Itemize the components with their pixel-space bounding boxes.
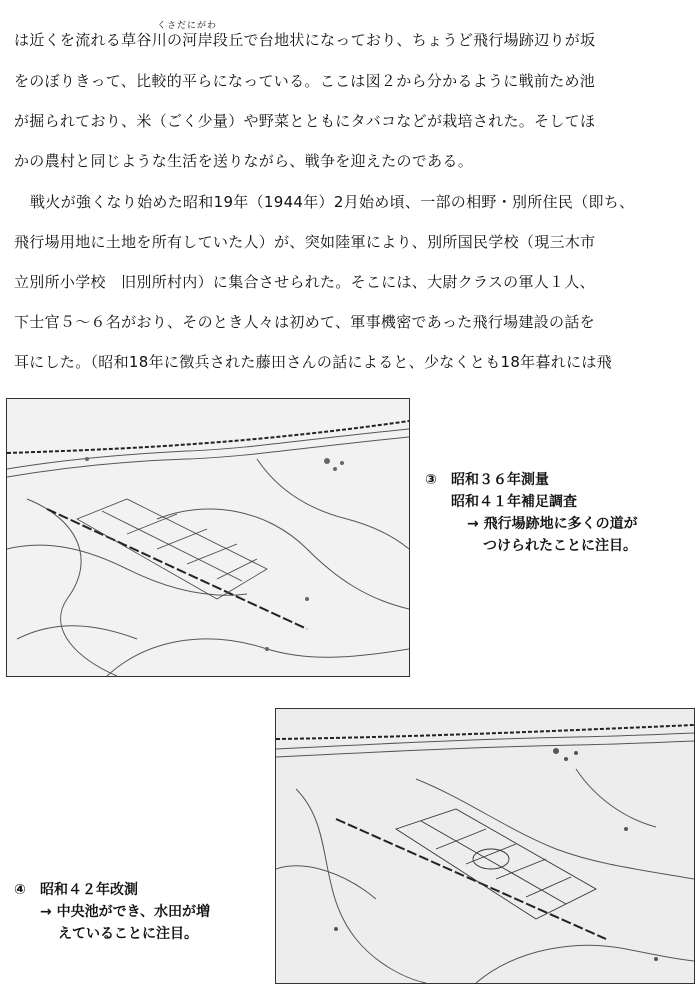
figure-4-title-row — [14, 879, 210, 901]
paragraph-2-line-5: 耳にした。（昭和18年に徴兵された藤田さんの話によると、少なくとも18年暮れには飛 — [14, 353, 612, 371]
paragraph-1-line-4: かの農村と同じような生活を送りながら、戦争を迎えたのである。 — [14, 152, 474, 170]
paragraph-2-line-2: 飛行場用地に土地を所有していた人）が、突如陸軍により、別所国民学校（現三木市 — [14, 233, 596, 251]
paragraph-1-line-3: が掘られており、米（ごく少量）や野菜とともにタバコなどが栽培された。そしてほ — [14, 112, 596, 130]
paragraph-2-line-3: 立別所小学校 旧別所村内）に集合させられた。そこには、大尉クラスの軍人１人、 — [14, 273, 595, 291]
figure-3-number: ③ — [425, 472, 437, 488]
furigana-label: くさだにがわ — [157, 21, 218, 31]
map-figure-4 — [275, 708, 695, 984]
figure-3-note-line-1: → 飛行場跡地に多くの道が — [467, 516, 638, 532]
paragraph-1-line-2: をのぼりきって、比較的平らになっている。ここは図２から分かるように戦前ため池 — [14, 72, 596, 90]
figure-3-title: 昭和３６年測量 — [451, 472, 549, 488]
paragraph-2-line-1: 戦火が強くなり始めた昭和19年（1944年）2月始め頃、一部の相野・別所住民（即ち、 — [30, 193, 635, 211]
figure-3-caption — [425, 469, 638, 557]
map-figure-3 — [6, 398, 410, 677]
figure-4-number: ④ — [14, 882, 26, 898]
paragraph-1-line-1: くさだにがわ は近くを流れる草谷川の河岸段丘で台地状になっており、ちょうど飛行場跡辺りが坂 — [14, 30, 694, 50]
figure-3-subtitle: 昭和４１年補足調査 — [451, 494, 577, 510]
figure-4-caption — [14, 879, 210, 945]
figure-4-note-line-2: えていることに注目。 — [58, 926, 198, 942]
figure-3-title-row — [425, 469, 638, 491]
paragraph-2-line-4: 下士官５～６名がおり、そのとき人々は初めて、軍事機密であった飛行場建設の話を — [14, 313, 595, 331]
figure-4-note-line-1: → 中央池ができ、水田が増 — [40, 904, 211, 920]
figure-3-note-line-2: つけられたことに注目。 — [483, 538, 637, 554]
map-3-drawing — [7, 399, 409, 676]
figure-4-title: 昭和４２年改測 — [40, 882, 138, 898]
map-4-drawing — [276, 709, 694, 983]
